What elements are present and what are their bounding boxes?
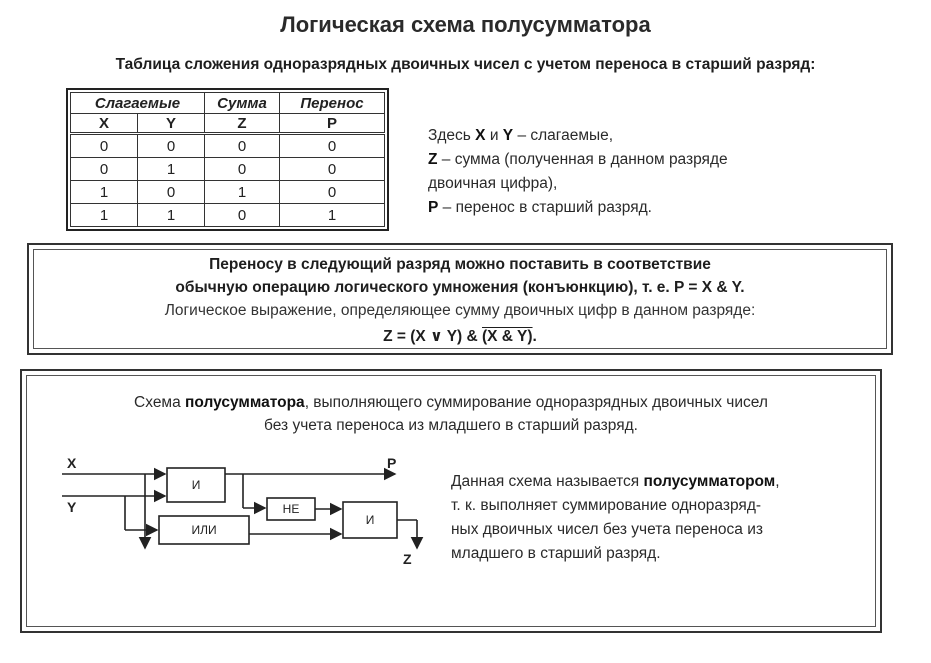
col-y: Y	[138, 114, 205, 134]
cell: 0	[138, 134, 205, 158]
text: – слагаемые,	[513, 127, 614, 144]
text: полусумматором	[643, 473, 776, 490]
col-p: P	[280, 114, 385, 134]
var-x: X	[475, 127, 486, 144]
var-y: Y	[502, 127, 514, 144]
half-adder-description	[451, 470, 871, 566]
cell: 1	[71, 204, 138, 227]
text: т. к. выполняет суммирование одноразряд-	[451, 497, 762, 514]
label-z: Z	[403, 551, 412, 567]
cell: 0	[205, 134, 280, 158]
header-sum: Сумма	[205, 93, 280, 114]
box1-line1: Переносу в следующий разряд можно поставить в соответствие	[209, 256, 711, 273]
formula-negated: (X & Y)	[482, 328, 533, 345]
table-caption: Таблица сложения одноразрядных двоичных чисел с учетом переноса в старший разряд:	[115, 56, 816, 73]
truth-table	[66, 88, 389, 231]
carry-sum-box	[27, 243, 893, 355]
page-title: Логическая схема полусумматора	[280, 12, 651, 37]
text: Схема	[134, 394, 186, 411]
formula-part: .	[532, 328, 537, 345]
cell: 0	[71, 158, 138, 181]
label-and-2: И	[365, 513, 375, 527]
col-x: X	[71, 114, 138, 134]
label-or: ИЛИ	[191, 523, 217, 537]
cell: 0	[280, 158, 385, 181]
label-p: P	[387, 455, 397, 471]
cell: 0	[205, 204, 280, 227]
header-addends: Слагаемые	[71, 93, 205, 114]
box1-line2: обычную операцию логического умножения (конъюнкцию), т. е. P = X & Y.	[175, 279, 745, 296]
box1-line3: Логическое выражение, определяющее сумму двоичных цифр в данном разряде:	[164, 302, 756, 319]
sum-formula	[34, 327, 886, 346]
variables-explanation	[428, 124, 728, 220]
var-p: P	[428, 199, 439, 216]
text: Здесь	[428, 127, 476, 144]
cell: 1	[280, 204, 385, 227]
header-carry: Перенос	[280, 93, 385, 114]
text: , выполняющего суммирование одноразрядных двоичных чисел	[304, 394, 768, 411]
text: младшего в старший разряд.	[451, 545, 661, 562]
cell: 0	[280, 134, 385, 158]
cell: 1	[71, 181, 138, 204]
text: ных двоичных чисел без учета переноса из	[451, 521, 763, 538]
text: полусумматора	[185, 394, 305, 411]
box2-line1	[27, 394, 875, 412]
cell: 1	[205, 181, 280, 204]
text: ,	[775, 473, 780, 490]
table-row	[71, 181, 385, 204]
label-and-1: И	[191, 478, 201, 492]
table-row	[71, 134, 385, 158]
formula-part: Z = (X ∨ Y) &	[383, 328, 482, 345]
label-not: НЕ	[282, 502, 300, 516]
text: Данная схема называется	[451, 473, 644, 490]
text: – перенос в старший разряд.	[438, 199, 652, 216]
text: и	[485, 127, 503, 144]
cell: 1	[138, 158, 205, 181]
cell: 0	[280, 181, 385, 204]
text: двоичная цифра),	[428, 175, 558, 192]
half-adder-diagram	[57, 452, 437, 572]
var-z: Z	[428, 151, 438, 168]
table-row	[71, 158, 385, 181]
table-row	[71, 204, 385, 227]
box2-line2: без учета переноса из младшего в старший разряд.	[264, 417, 638, 434]
cell: 0	[71, 134, 138, 158]
cell: 0	[205, 158, 280, 181]
half-adder-box	[20, 369, 882, 633]
cell: 1	[138, 204, 205, 227]
col-z: Z	[205, 114, 280, 134]
text: – сумма (полученная в данном разряде	[437, 151, 728, 168]
label-y: Y	[67, 499, 77, 515]
label-x: X	[67, 455, 77, 471]
cell: 0	[138, 181, 205, 204]
